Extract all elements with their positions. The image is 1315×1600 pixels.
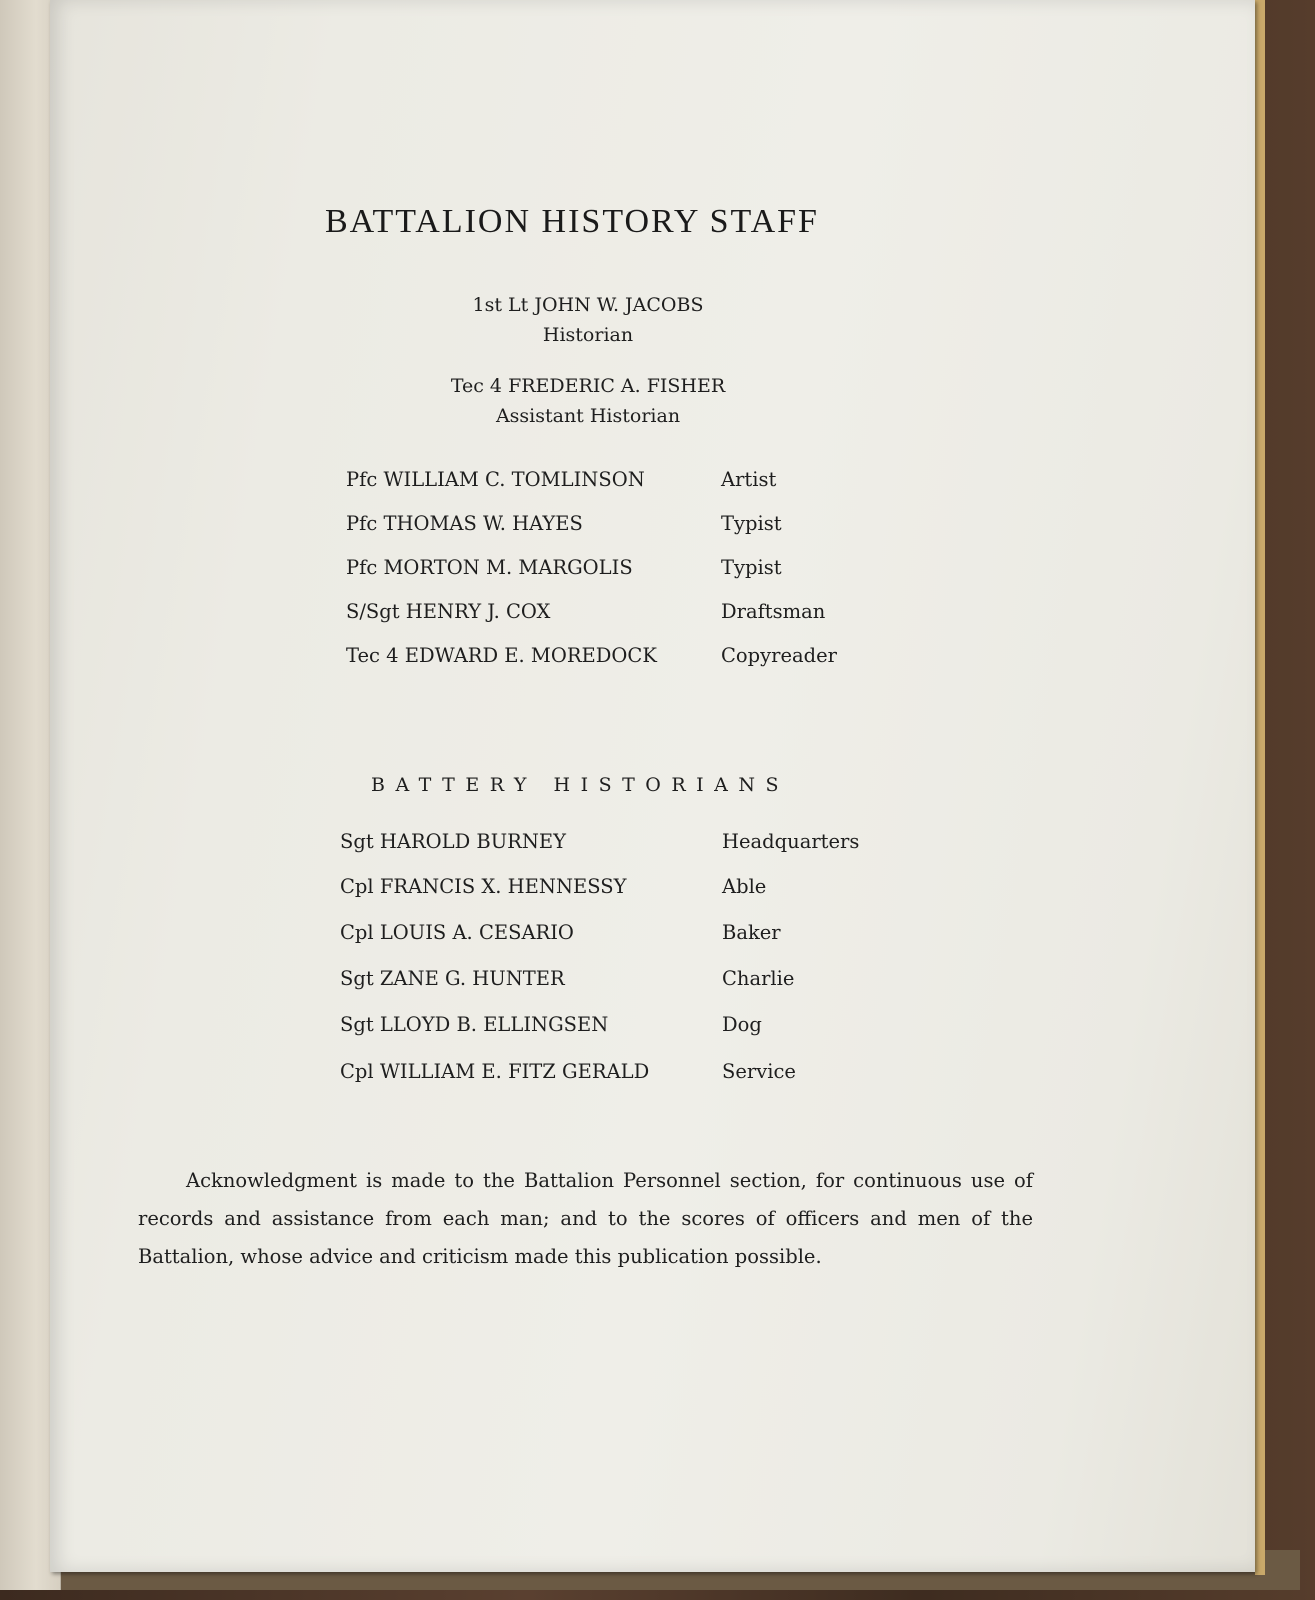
staff-duty: Artist (721, 468, 777, 491)
lead-name: 1st Lt JOHN W. JACOBS (472, 294, 704, 316)
historian-name: Cpl LOUIS A. CESARIO (340, 921, 574, 944)
staff-name: S/Sgt HENRY J. COX (346, 600, 551, 623)
staff-duty: Typist (721, 512, 782, 535)
page-title: BATTALION HISTORY STAFF (325, 203, 819, 240)
historian-battery: Headquarters (722, 830, 860, 853)
lead-name: Tec 4 FREDERIC A. FISHER (450, 375, 726, 397)
staff-name: Tec 4 EDWARD E. MOREDOCK (346, 644, 657, 667)
lead-role: Historian (542, 324, 634, 346)
historian-name: Cpl WILLIAM E. FITZ GERALD (340, 1060, 650, 1083)
historian-name: Sgt HAROLD BURNEY (340, 830, 567, 853)
historian-name: Sgt LLOYD B. ELLINGSEN (340, 1013, 609, 1036)
lead-role: Assistant Historian (495, 405, 681, 427)
staff-name: Pfc WILLIAM C. TOMLINSON (346, 468, 645, 491)
page-stack-edge (1255, 0, 1265, 1575)
historian-battery: Charlie (722, 967, 795, 990)
historian-battery: Service (722, 1060, 796, 1083)
historian-battery: Dog (722, 1013, 762, 1036)
page-content (50, 0, 1255, 1572)
staff-duty: Copyreader (721, 644, 837, 667)
battery-historians-heading: BATTERY HISTORIANS (371, 774, 790, 796)
assistant-historian (388, 371, 788, 431)
historian-battery: Able (722, 875, 767, 898)
staff-name: Pfc MORTON M. MARGOLIS (346, 556, 633, 579)
historian-name: Sgt ZANE G. HUNTER (340, 967, 565, 990)
staff-duty: Typist (721, 556, 782, 579)
staff-name: Pfc THOMAS W. HAYES (346, 512, 583, 535)
historian-battery: Baker (722, 921, 781, 944)
acknowledgment-paragraph: Acknowledgment is made to the Battalion Personnel section, for continuous use of records and assistance from each man; and to the scores of officers and men of the Battalion, whose advice and criticism made this publication possible. (138, 1169, 1033, 1268)
staff-duty: Draftsman (721, 600, 826, 623)
book-page (50, 0, 1255, 1572)
historian-name: Cpl FRANCIS X. HENNESSY (340, 875, 627, 898)
lead-historian (388, 290, 788, 350)
